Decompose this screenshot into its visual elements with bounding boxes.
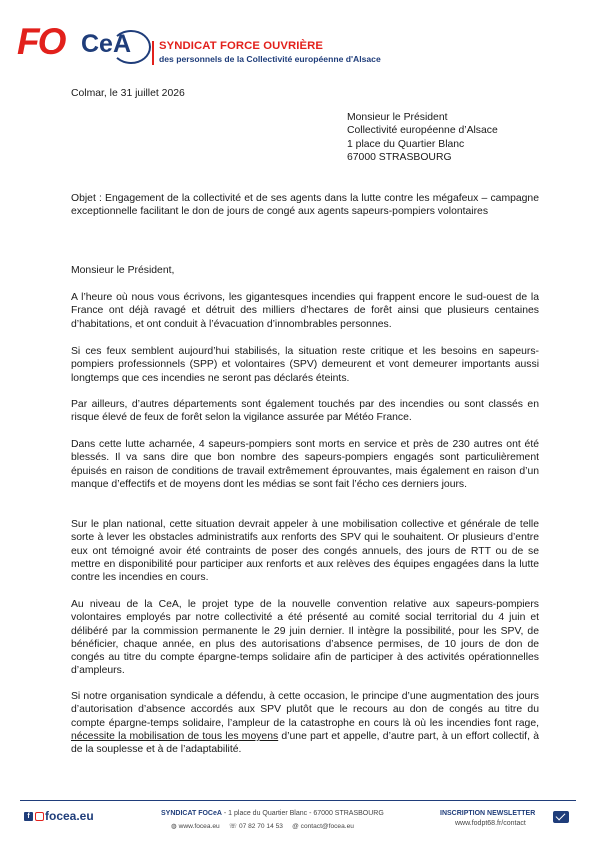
- recipient-line: 1 place du Quartier Blanc: [347, 138, 465, 150]
- body-paragraph: Au niveau de la CeA, le projet type de la nouvelle convention relative aux sapeurs-pompiers volontaires employés par notre collectivité a été présenté au comité social territorial du 4 juin et délibéré par la commission permanente le 29 juin dernier. Il intègre la possibilité, pour les SPV, de bénéficier, chaque année, en plus des autorisations d’absence permises, de 10 jours de don de congés au titre du compte épargne-temps solidaire afin de participer à des activités opérationnelles d’ampleurs.: [71, 599, 539, 677]
- phone-icon: ☏: [228, 823, 238, 830]
- facebook-icon[interactable]: f: [24, 812, 33, 821]
- footer-email[interactable]: contact@focea.eu: [300, 823, 354, 830]
- footer-address: [161, 810, 384, 817]
- logo-ring-icon: [111, 30, 151, 64]
- body-paragraph: Si ces feux semblent aujourd’hui stabilisés, la situation reste critique et les besoins en sapeurs-pompiers professionnels (SPP) et volontaires (SPV) demeurent et vont demeurer importants aussi longtemps que ces incendies ne seront pas déclarés éteints.: [71, 346, 539, 384]
- salutation: Monsieur le Président,: [71, 265, 175, 276]
- paragraph-text: d’une part et appelle, d’autre part, à un effort collectif, à de la souplesse et à de l’adaptabilité.: [71, 730, 539, 756]
- globe-icon: ◍: [171, 823, 177, 830]
- recipient-line: Monsieur le Président: [347, 112, 448, 123]
- header-divider: [152, 41, 154, 65]
- footer-brand[interactable]: focea.eu: [45, 809, 94, 823]
- body-paragraph: [71, 690, 539, 756]
- footer-website[interactable]: www.focea.eu: [178, 823, 220, 830]
- footer-syndicat-name: SYNDICAT FOCeA: [161, 810, 222, 817]
- body-paragraph: Sur le plan national, cette situation devrait appeler à une mobilisation collective et générale de telle sorte à lever les obstacles administratifs aux renforts des SPV qui le souhaitent. Or plusieurs d’entre eux ont témoigné avoir été contraints de poser des congés annuels, des jours de RTT ou de se mettre en disponibilité pour participer aux renforts et aux relèves des équipes engagées dans la lutte contre les incendies en cours.: [71, 519, 539, 584]
- recipient-address: [347, 111, 498, 164]
- union-title: SYNDICAT FORCE OUVRIÈRE: [159, 40, 324, 52]
- newsletter-title: INSCRIPTION NEWSLETTER: [440, 810, 536, 817]
- underlined-emphasis: nécessite la mobilisation de tous les moyens: [71, 730, 279, 742]
- date-line: Colmar, le 31 juillet 2026: [71, 88, 185, 99]
- focea-logo: [17, 22, 152, 66]
- body-paragraph: Par ailleurs, d’autres départements sont également touchés par des incendies ou sont classés en risque élevé de feux de forêt selon la vigilance assurée par Météo France.: [71, 399, 539, 424]
- footer-address-text: - 1 place du Quartier Blanc - 67000 STRASBOURG: [221, 810, 384, 817]
- union-subtitle: des personnels de la Collectivité européenne d'Alsace: [159, 54, 381, 64]
- email-icon: @: [292, 823, 299, 830]
- paragraph-text: Si notre organisation syndicale a défendu, à cette occasion, le principe d’une augmentation des jours d’autorisation d’absence accordés aux SPV plutôt que le recours au don de congés au titre du compte épargne-temps solidaire, l’ampleur de la catastrophe en cours là où les incendies font rage,: [71, 691, 539, 729]
- logo-cea-text: CeA: [81, 30, 132, 58]
- recipient-line: Collectivité européenne d’Alsace: [347, 125, 498, 137]
- mail-icon[interactable]: [553, 811, 569, 823]
- body-paragraph: Dans cette lutte acharnée, 4 sapeurs-pompiers sont morts en service et près de 230 autres ont été blessés. Il va sans dire que bon nombre des sapeurs-pompiers engagés sont particulièrement épuisés en raison de conditions de travail extrêmement éprouvantes, mais également en raison d’un manque d’effectifs et de moyens dont les médias se sont fait l’écho ces derniers jours.: [71, 439, 539, 490]
- footer-contacts: [171, 822, 354, 830]
- recipient-line: 67000 STRASBOURG: [347, 151, 452, 163]
- footer-phone[interactable]: 07 82 70 14 53: [238, 823, 283, 830]
- logo-fo-text: FO: [17, 21, 65, 62]
- instagram-icon[interactable]: [35, 812, 44, 821]
- footer-divider: [20, 800, 576, 801]
- letter-subject: Objet : Engagement de la collectivité et de ses agents dans la lutte contre les mégafeux – campagne exceptionnelle facilitant le don de jours de congé aux agents sapeurs-pompiers volontaires: [71, 193, 539, 218]
- newsletter-link[interactable]: www.fodpt68.fr/contact: [455, 820, 526, 827]
- body-paragraph: A l’heure où nous vous écrivons, les gigantesques incendies qui frappent encore le sud-ouest de la France ont déjà ravagé et détruit des milliers d’hectares de forêt ainsi que plusieurs centaines d’habitations, et ont conduit à l’évacuation d’innombrables personnes.: [71, 292, 539, 330]
